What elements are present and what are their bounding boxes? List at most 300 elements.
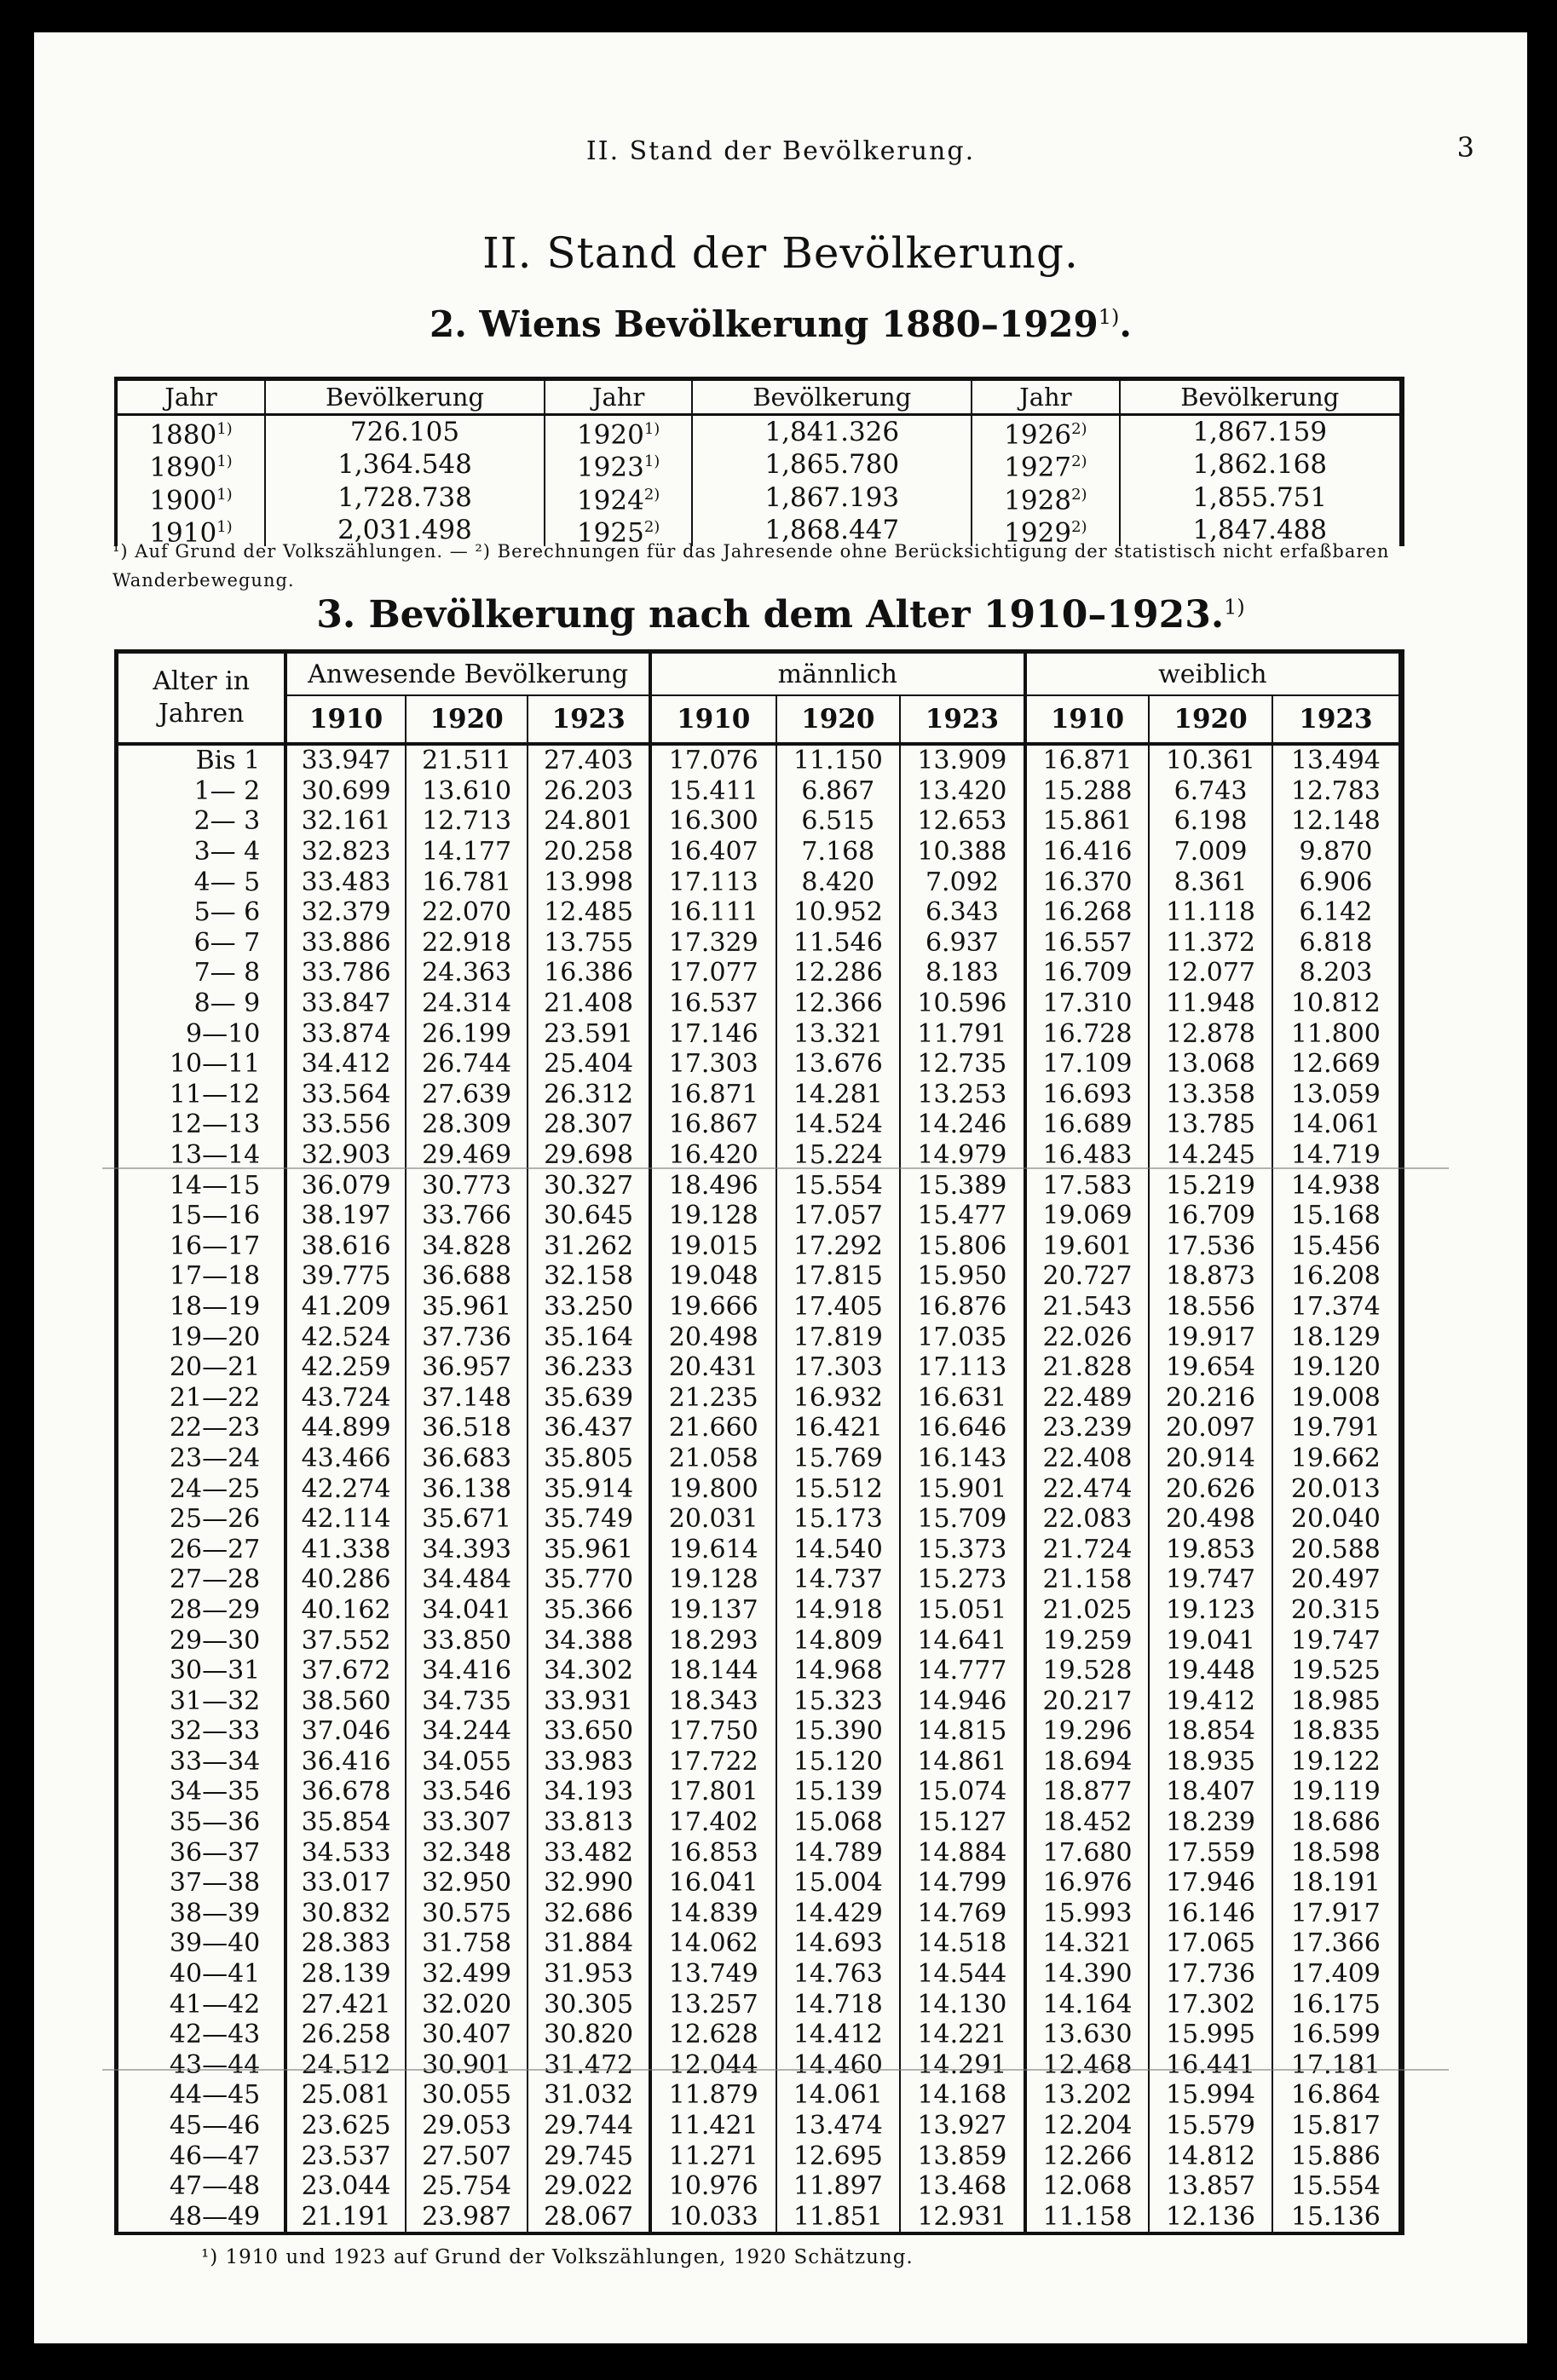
pencil-mark: [102, 1167, 1449, 1169]
group-header-row: [117, 652, 1402, 696]
age-cell: 3— 4: [193, 837, 261, 867]
value-cell: 16.781: [406, 867, 528, 897]
value-cell: 12.044: [650, 2050, 776, 2081]
value-cell: 15.993: [1025, 1899, 1150, 1929]
age-cell: 29—30: [169, 1625, 261, 1656]
value-cell: 19.048: [650, 1261, 776, 1292]
table-row: [117, 988, 1402, 1019]
age-cell: 38—39: [169, 1898, 261, 1928]
table-row: [117, 958, 1402, 988]
value-cell: 16.853: [650, 1837, 776, 1868]
year-note: 2): [1071, 420, 1087, 438]
value-cell: 19.666: [650, 1292, 776, 1323]
value-cell: 14.718: [776, 1989, 901, 2020]
value-cell: 19.296: [1025, 1716, 1150, 1747]
age-cell: 37—38: [169, 1868, 261, 1899]
value-cell: 21.543: [1025, 1292, 1150, 1323]
value-cell: 13.749: [650, 1959, 776, 1990]
value-cell: 19.008: [1272, 1382, 1402, 1413]
value-cell: 16.370: [1025, 867, 1150, 897]
value-cell: 33.650: [528, 1716, 650, 1747]
value-cell: 11.897: [776, 2171, 901, 2202]
age-cell: 26—27: [169, 1534, 261, 1565]
value-cell: 16.599: [1272, 2020, 1402, 2050]
value-cell: 14.291: [900, 2050, 1025, 2081]
year-male-1920: 1920: [776, 695, 901, 744]
value-cell: 29.744: [528, 2111, 650, 2141]
value-cell: 28.139: [285, 1959, 406, 1990]
year-note: 1): [216, 517, 233, 536]
value-cell: 14.321: [1025, 1928, 1150, 1959]
value-cell: 17.680: [1025, 1837, 1150, 1868]
value-cell: 20.216: [1149, 1382, 1272, 1413]
value-cell: 11.372: [1149, 928, 1272, 959]
table-row: [117, 776, 1402, 807]
value-cell: 21.408: [528, 988, 650, 1019]
year-male-1923: 1923: [900, 695, 1025, 744]
value-cell: 34.735: [406, 1686, 528, 1716]
group-male: männlich: [650, 652, 1025, 696]
table-row: [117, 1807, 1402, 1838]
value-cell: 16.421: [776, 1413, 901, 1444]
value-cell: 13.257: [650, 1989, 776, 2020]
table-row: [117, 2202, 1402, 2234]
value-cell: 12.713: [406, 806, 528, 837]
table-row: [117, 1261, 1402, 1292]
value-cell: 14.737: [776, 1565, 901, 1595]
age-cell: Bis 1: [195, 746, 261, 776]
col-year-2: Jahr: [545, 379, 692, 415]
chapter-title: II. Stand der Bevölkerung.: [482, 228, 1079, 278]
table-row: [117, 837, 1402, 867]
value-cell: 37.046: [285, 1716, 406, 1747]
value-cell: 20.498: [1149, 1504, 1272, 1535]
value-cell: 17.374: [1272, 1292, 1402, 1323]
year-total-1910: 1910: [285, 695, 406, 744]
value-cell: 9.870: [1272, 837, 1402, 867]
value-cell: 16.876: [900, 1292, 1025, 1323]
year-female-1910: 1910: [1025, 695, 1150, 744]
age-cell: 35—36: [169, 1807, 261, 1838]
value-cell: 29.053: [406, 2111, 528, 2141]
age-cell: 19—20: [169, 1322, 261, 1352]
value-cell: 30.773: [406, 1170, 528, 1201]
population-cell: 1,364.548: [265, 448, 545, 481]
age-cell: 2— 3: [193, 806, 261, 837]
value-cell: 16.407: [650, 837, 776, 867]
value-cell: 17.329: [650, 928, 776, 959]
value-cell: 13.059: [1272, 1080, 1402, 1110]
table-row: [117, 1777, 1402, 1807]
table-header-row: [116, 379, 1402, 415]
population-cell: 1,867.159: [1192, 417, 1328, 448]
value-cell: 20.431: [650, 1352, 776, 1383]
value-cell: 39.775: [285, 1261, 406, 1292]
value-cell: 35.805: [528, 1444, 650, 1474]
table-row: [117, 1473, 1402, 1504]
value-cell: 13.785: [1149, 1109, 1272, 1140]
value-cell: 26.312: [528, 1080, 650, 1110]
value-cell: 6.818: [1272, 928, 1402, 959]
value-cell: 42.274: [285, 1473, 406, 1504]
value-cell: 17.801: [650, 1777, 776, 1807]
value-cell: 13.859: [900, 2141, 1025, 2171]
value-cell: 15.554: [1272, 2171, 1402, 2202]
year-note: 2): [1071, 452, 1087, 471]
table-row: [117, 1292, 1402, 1323]
year-note: 2): [643, 517, 660, 536]
value-cell: 12.266: [1025, 2141, 1150, 2171]
value-cell: 17.750: [650, 1716, 776, 1747]
value-cell: 18.854: [1149, 1716, 1272, 1747]
value-cell: 37.148: [406, 1382, 528, 1413]
value-cell: 11.851: [776, 2202, 901, 2234]
year-value: 1900: [149, 484, 217, 516]
value-cell: 14.719: [1272, 1140, 1402, 1171]
value-cell: 15.861: [1025, 806, 1150, 837]
section3-title: [34, 593, 1527, 637]
value-cell: 33.813: [528, 1807, 650, 1838]
age-cell: 7— 8: [193, 958, 261, 988]
year-cell: [545, 415, 692, 449]
value-cell: 33.847: [285, 988, 406, 1019]
value-cell: 12.628: [650, 2020, 776, 2050]
table-row: [116, 481, 1402, 514]
table-row: [117, 1322, 1402, 1352]
value-cell: 14.641: [900, 1625, 1025, 1656]
value-cell: 35.961: [528, 1534, 650, 1565]
value-cell: 36.437: [528, 1413, 650, 1444]
value-cell: 13.468: [900, 2171, 1025, 2202]
value-cell: 35.366: [528, 1595, 650, 1626]
value-cell: 30.645: [528, 1201, 650, 1231]
age-cell: 12—13: [169, 1109, 261, 1140]
value-cell: 36.957: [406, 1352, 528, 1383]
value-cell: 29.022: [528, 2171, 650, 2202]
value-cell: 17.559: [1149, 1837, 1272, 1868]
value-cell: 32.990: [528, 1868, 650, 1899]
value-cell: 26.203: [528, 776, 650, 807]
value-cell: 7.168: [776, 837, 901, 867]
value-cell: 19.412: [1149, 1686, 1272, 1716]
age-cell: 41—42: [169, 1989, 261, 2020]
population-cell: 1,862.168: [1192, 449, 1328, 481]
value-cell: 17.583: [1025, 1170, 1150, 1201]
value-cell: 6.198: [1149, 806, 1272, 837]
year-value: 1925: [576, 517, 644, 549]
value-cell: 11.421: [650, 2111, 776, 2141]
value-cell: 15.074: [900, 1777, 1025, 1807]
value-cell: 17.057: [776, 1201, 901, 1231]
table-row: [117, 1504, 1402, 1535]
value-cell: 23.044: [285, 2171, 406, 2202]
value-cell: 36.678: [285, 1777, 406, 1807]
value-cell: 12.878: [1149, 1018, 1272, 1049]
table-row: [117, 1170, 1402, 1201]
table-row: [117, 1989, 1402, 2020]
age-cell: 23—24: [169, 1443, 261, 1473]
value-cell: 32.379: [285, 897, 406, 928]
value-cell: 7.092: [900, 867, 1025, 897]
value-cell: 16.300: [650, 806, 776, 837]
age-cell: 28—29: [169, 1594, 261, 1625]
table-row: [117, 2050, 1402, 2081]
value-cell: 17.402: [650, 1807, 776, 1838]
value-cell: 13.676: [776, 1049, 901, 1080]
value-cell: 16.146: [1149, 1899, 1272, 1929]
value-cell: 15.477: [900, 1201, 1025, 1231]
value-cell: 8.420: [776, 867, 901, 897]
year-value: 1890: [149, 452, 217, 483]
value-cell: 14.524: [776, 1109, 901, 1140]
value-cell: 15.373: [900, 1534, 1025, 1565]
population-cell: 1,841.326: [692, 415, 972, 449]
value-cell: 19.041: [1149, 1625, 1272, 1656]
table-row: [117, 1565, 1402, 1595]
age-cell: 33—34: [169, 1746, 261, 1777]
value-cell: 17.109: [1025, 1049, 1150, 1080]
age-cell: 46—47: [169, 2141, 261, 2171]
table-row: [117, 1049, 1402, 1080]
value-cell: 30.055: [406, 2080, 528, 2111]
value-cell: 21.191: [285, 2202, 406, 2234]
value-cell: 18.985: [1272, 1686, 1402, 1716]
age-cell: 27—28: [169, 1565, 261, 1595]
value-cell: 24.801: [528, 806, 650, 837]
value-cell: 18.694: [1025, 1747, 1150, 1778]
value-cell: 19.069: [1025, 1201, 1150, 1231]
value-cell: 32.686: [528, 1899, 650, 1929]
col-year-3: Jahr: [972, 379, 1119, 415]
value-cell: 29.698: [528, 1140, 650, 1171]
age-cell: 48—49: [169, 2201, 261, 2232]
value-cell: 17.302: [1149, 1989, 1272, 2020]
age-cell: 32—33: [169, 1716, 261, 1747]
table-row: [117, 1444, 1402, 1474]
value-cell: 24.512: [285, 2050, 406, 2081]
year-value: 1924: [576, 484, 644, 516]
value-cell: 32.903: [285, 1140, 406, 1171]
value-cell: 16.867: [650, 1109, 776, 1140]
age-cell: 30—31: [169, 1656, 261, 1686]
value-cell: 14.789: [776, 1837, 901, 1868]
value-cell: 6.142: [1272, 897, 1402, 928]
value-cell: 35.854: [285, 1807, 406, 1838]
value-cell: 16.483: [1025, 1140, 1150, 1171]
value-cell: 14.540: [776, 1534, 901, 1565]
value-cell: 21.235: [650, 1382, 776, 1413]
value-cell: 15.886: [1272, 2141, 1402, 2171]
col-pop-1: Bevölkerung: [265, 379, 545, 415]
population-by-age-table: [114, 649, 1404, 2235]
value-cell: 38.616: [285, 1231, 406, 1262]
table-row: [117, 1080, 1402, 1110]
value-cell: 17.310: [1025, 988, 1150, 1019]
value-cell: 30.901: [406, 2050, 528, 2081]
value-cell: 34.041: [406, 1595, 528, 1626]
table-row: [117, 1231, 1402, 1262]
value-cell: 17.736: [1149, 1959, 1272, 1990]
value-cell: 33.947: [285, 744, 406, 776]
value-cell: 16.537: [650, 988, 776, 1019]
age-cell: 1— 2: [193, 775, 261, 806]
population-cell: 1,865.780: [692, 448, 972, 481]
value-cell: 25.754: [406, 2171, 528, 2202]
year-note: 2): [1071, 517, 1087, 536]
value-cell: 17.181: [1272, 2050, 1402, 2081]
value-cell: 12.485: [528, 897, 650, 928]
value-cell: 35.961: [406, 1292, 528, 1323]
value-cell: 18.343: [650, 1686, 776, 1716]
age-cell: 6— 7: [193, 927, 261, 958]
value-cell: 13.420: [900, 776, 1025, 807]
value-cell: 27.403: [528, 744, 650, 776]
value-cell: 11.948: [1149, 988, 1272, 1019]
year-male-1910: 1910: [650, 695, 776, 744]
year-header-row: [117, 695, 1402, 744]
value-cell: 35.164: [528, 1322, 650, 1352]
year-total-1920: 1920: [406, 695, 528, 744]
value-cell: 33.564: [285, 1080, 406, 1110]
value-cell: 34.412: [285, 1049, 406, 1080]
group-female: weiblich: [1025, 652, 1402, 696]
value-cell: 19.128: [650, 1565, 776, 1595]
age-cell: 20—21: [169, 1352, 261, 1383]
value-cell: 25.404: [528, 1049, 650, 1080]
value-cell: 20.727: [1025, 1261, 1150, 1292]
value-cell: 12.735: [900, 1049, 1025, 1080]
value-cell: 15.224: [776, 1140, 901, 1171]
value-cell: 35.749: [528, 1504, 650, 1535]
age-cell: 43—44: [169, 2049, 261, 2080]
table-row: [117, 1747, 1402, 1778]
year-cell: [116, 415, 265, 449]
value-cell: 41.209: [285, 1292, 406, 1323]
value-cell: 14.221: [900, 2020, 1025, 2050]
value-cell: 14.839: [650, 1899, 776, 1929]
value-cell: 14.061: [776, 2080, 901, 2111]
value-cell: 27.507: [406, 2141, 528, 2171]
value-cell: 17.409: [1272, 1959, 1402, 1990]
value-cell: 13.927: [900, 2111, 1025, 2141]
value-cell: 14.769: [900, 1899, 1025, 1929]
age-cell: 11—12: [169, 1079, 261, 1109]
year-value: 1927: [1004, 452, 1072, 483]
value-cell: 20.498: [650, 1322, 776, 1352]
value-cell: 15.995: [1149, 2020, 1272, 2050]
value-cell: 18.835: [1272, 1716, 1402, 1747]
value-cell: 14.946: [900, 1686, 1025, 1716]
value-cell: 15.390: [776, 1716, 901, 1747]
year-note: 2): [643, 485, 660, 504]
value-cell: 29.745: [528, 2141, 650, 2171]
col-year-1: Jahr: [116, 379, 265, 415]
value-cell: 28.067: [528, 2202, 650, 2234]
value-cell: 31.032: [528, 2080, 650, 2111]
age-cell: 47—48: [169, 2171, 261, 2202]
age-cell: 25—26: [169, 1504, 261, 1535]
value-cell: 16.871: [1025, 744, 1150, 776]
year-note: 1): [216, 420, 233, 438]
value-cell: 17.077: [650, 958, 776, 988]
table-row: [116, 448, 1402, 481]
value-cell: 10.812: [1272, 988, 1402, 1019]
value-cell: 30.699: [285, 776, 406, 807]
value-cell: 36.683: [406, 1444, 528, 1474]
value-cell: 21.058: [650, 1444, 776, 1474]
value-cell: 16.041: [650, 1868, 776, 1899]
value-cell: 12.931: [900, 2202, 1025, 2234]
value-cell: 22.918: [406, 928, 528, 959]
value-cell: 18.496: [650, 1170, 776, 1201]
value-cell: 19.662: [1272, 1444, 1402, 1474]
value-cell: 12.204: [1025, 2111, 1150, 2141]
value-cell: 34.302: [528, 1656, 650, 1686]
value-cell: 37.552: [285, 1625, 406, 1656]
value-cell: 14.281: [776, 1080, 901, 1110]
value-cell: 14.918: [776, 1595, 901, 1626]
value-cell: 8.203: [1272, 958, 1402, 988]
year-value: 1920: [576, 419, 644, 451]
age-cell: 15—16: [169, 1201, 261, 1231]
value-cell: 14.518: [900, 1928, 1025, 1959]
value-cell: 31.953: [528, 1959, 650, 1990]
value-cell: 37.736: [406, 1322, 528, 1352]
population-cell: 1,728.738: [265, 481, 545, 514]
value-cell: 34.393: [406, 1534, 528, 1565]
value-cell: 15.512: [776, 1473, 901, 1504]
value-cell: 32.348: [406, 1837, 528, 1868]
value-cell: 11.800: [1272, 1018, 1402, 1049]
value-cell: 36.518: [406, 1413, 528, 1444]
value-cell: 16.416: [1025, 837, 1150, 867]
age-cell: 31—32: [169, 1686, 261, 1716]
value-cell: 19.525: [1272, 1656, 1402, 1686]
value-cell: 14.968: [776, 1656, 901, 1686]
value-cell: 23.239: [1025, 1413, 1150, 1444]
value-cell: 38.560: [285, 1686, 406, 1716]
value-cell: 23.987: [406, 2202, 528, 2234]
year-note: 1): [216, 485, 233, 504]
col-pop-2: Bevölkerung: [692, 379, 972, 415]
value-cell: 14.130: [900, 1989, 1025, 2020]
value-cell: 19.791: [1272, 1413, 1402, 1444]
value-cell: 19.119: [1272, 1777, 1402, 1807]
population-cell: 2,031.498: [265, 514, 545, 546]
value-cell: 24.314: [406, 988, 528, 1019]
age-cell: 22—23: [169, 1413, 261, 1444]
age-cell: 17—18: [169, 1261, 261, 1292]
value-cell: 12.468: [1025, 2050, 1150, 2081]
value-cell: 14.061: [1272, 1109, 1402, 1140]
value-cell: 18.877: [1025, 1777, 1150, 1807]
value-cell: 12.148: [1272, 806, 1402, 837]
value-cell: 17.035: [900, 1322, 1025, 1352]
age-cell: 24—25: [169, 1473, 261, 1504]
value-cell: 18.129: [1272, 1322, 1402, 1352]
value-cell: 16.386: [528, 958, 650, 988]
value-cell: 33.556: [285, 1109, 406, 1140]
table-row: [117, 928, 1402, 959]
value-cell: 33.931: [528, 1686, 650, 1716]
age-cell: 40—41: [169, 1959, 261, 1990]
value-cell: 11.791: [900, 1018, 1025, 1049]
table-row: [117, 1018, 1402, 1049]
value-cell: 20.497: [1272, 1565, 1402, 1595]
value-cell: 18.556: [1149, 1292, 1272, 1323]
value-cell: 19.122: [1272, 1747, 1402, 1778]
value-cell: 17.146: [650, 1018, 776, 1049]
